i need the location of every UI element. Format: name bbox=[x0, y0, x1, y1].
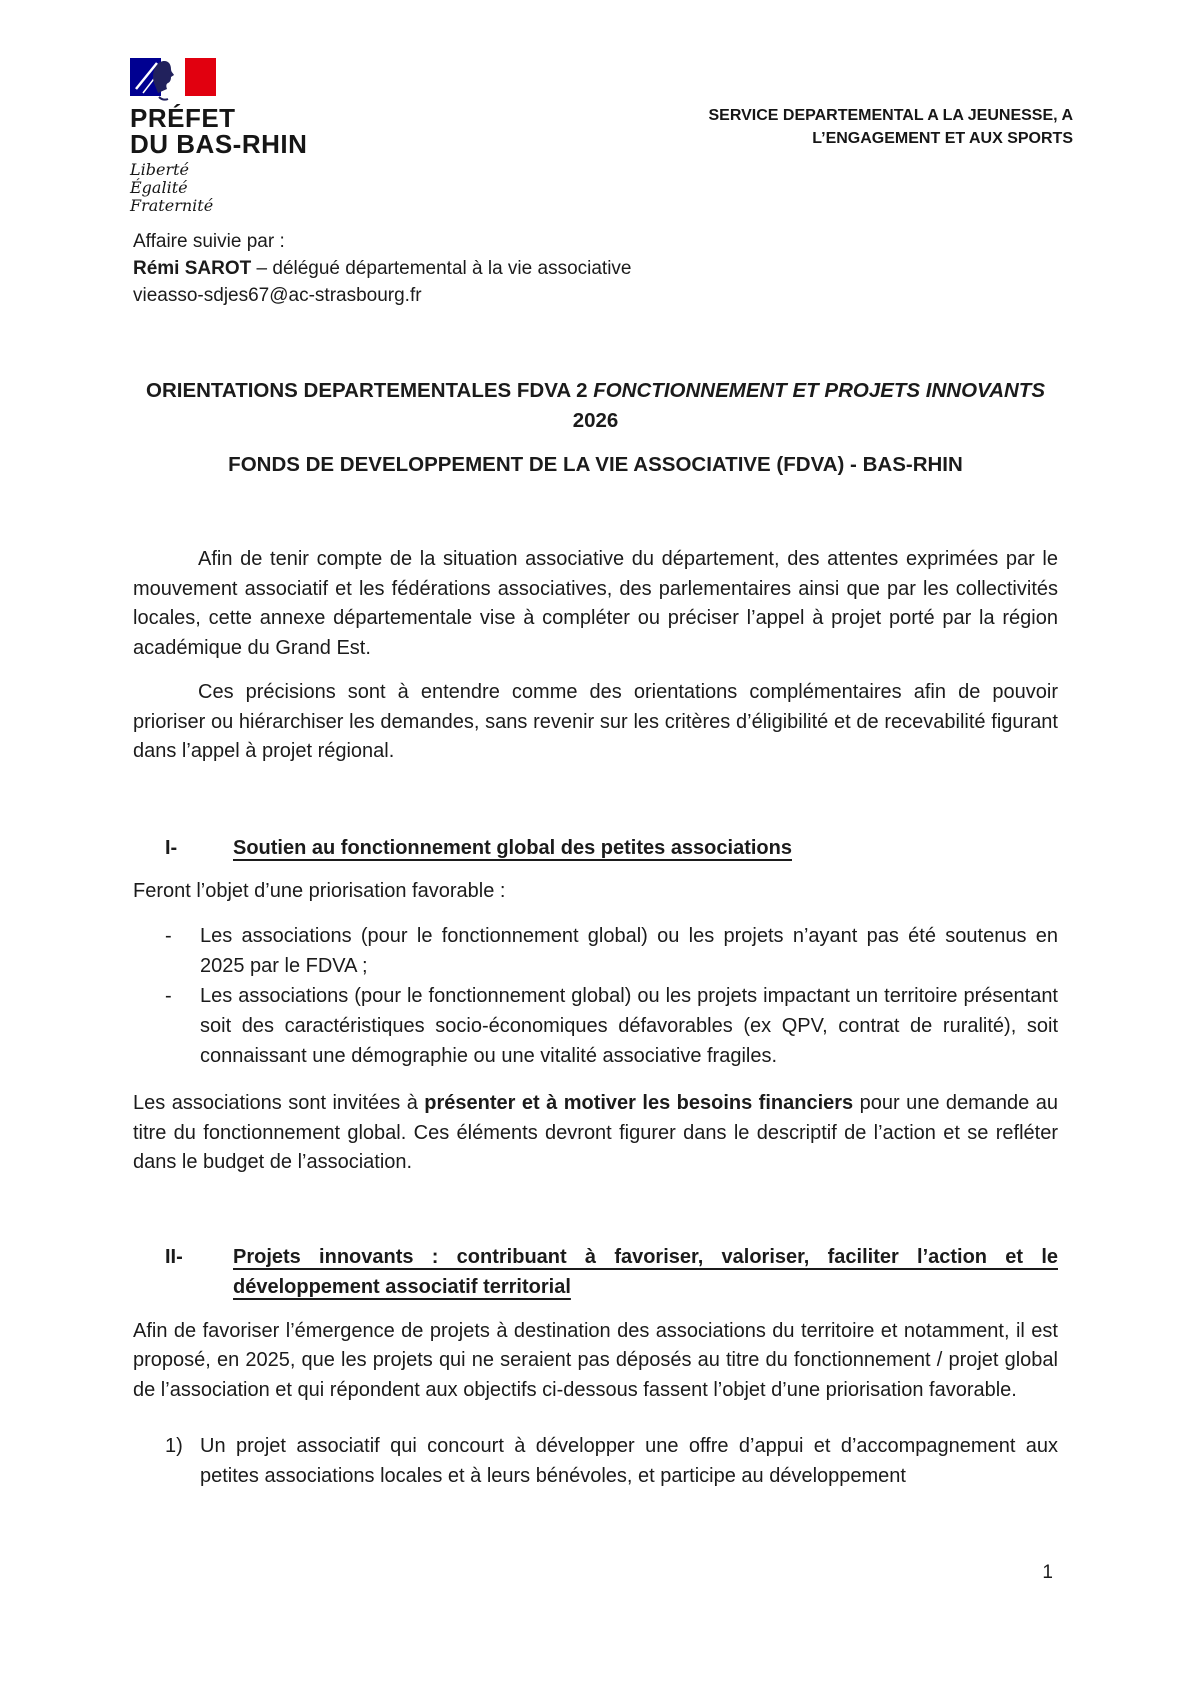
motto-egalite: Égalité bbox=[130, 178, 188, 197]
document-body bbox=[133, 376, 1058, 1491]
section2-paragraph: Afin de favoriser l’émergence de projets à destination des associations du territoire et notamment, il est proposé, en 2025, que les projets qui ne seraient pas déposés au titre du fonctionnement / projet global de l’association et qui répondent aux objectifs ci-dessous fassent l’objet d’une priorisation favorable. bbox=[133, 1319, 1058, 1401]
prefet-name-line1: PRÉFET bbox=[130, 103, 236, 133]
document-title bbox=[133, 376, 1058, 436]
republic-motto bbox=[130, 161, 307, 215]
section1-heading bbox=[133, 833, 1058, 863]
numbered-item-marker: 1) bbox=[165, 1435, 183, 1457]
section1-heading-text: Soutien au fonctionnement global des petites associations bbox=[233, 836, 792, 859]
section1-lead: Feront l’objet d’une priorisation favorable : bbox=[133, 879, 506, 902]
contact-intro: Affaire suivie par : bbox=[133, 231, 285, 252]
title-normal-part: ORIENTATIONS DEPARTEMENTALES FDVA 2 bbox=[146, 379, 594, 402]
section1-closing-paragraph bbox=[133, 1089, 1058, 1178]
contact-person-role: – délégué départemental à la vie associative bbox=[251, 258, 632, 279]
service-name bbox=[709, 104, 1074, 150]
section2-heading bbox=[133, 1242, 1058, 1302]
closing-text-end: pour une demande au titre du fonctionnement global. Ces éléments devront figurer dans le descriptif de l’action et se refléter dans le budget de l’association. bbox=[133, 1092, 1058, 1173]
contact-email: vieasso-sdjes67@ac-strasbourg.fr bbox=[133, 285, 422, 306]
marianne-flag-icon bbox=[130, 58, 216, 102]
closing-text-start: Les associations sont invitées à bbox=[133, 1092, 425, 1114]
motto-liberte: Liberté bbox=[130, 160, 189, 179]
prefet-name bbox=[130, 105, 307, 157]
contact-person-name: Rémi SAROT bbox=[133, 258, 252, 279]
document-title-year: 2026 bbox=[572, 409, 619, 432]
bullet-marker: - bbox=[165, 985, 172, 1007]
document-title-line1 bbox=[133, 376, 1058, 406]
list-item bbox=[133, 981, 1058, 1071]
prefet-name-line2: DU BAS-RHIN bbox=[130, 129, 308, 159]
motto-fraternite: Fraternité bbox=[130, 196, 214, 215]
contact-block bbox=[133, 228, 632, 309]
bullet-marker: - bbox=[165, 925, 172, 947]
contact-person bbox=[133, 255, 632, 282]
service-name-line1: SERVICE DEPARTEMENTAL A LA JEUNESSE, A bbox=[708, 107, 1073, 124]
list-item bbox=[133, 921, 1058, 981]
title-italic-part: FONCTIONNEMENT ET PROJETS INNOVANTS bbox=[593, 379, 1045, 402]
section1-number: I- bbox=[165, 836, 178, 859]
intro-paragraph-1: Afin de tenir compte de la situation associative du département, des attentes exprimées par le mouvement associatif et les fédérations associatives, des parlementaires ainsi que par les collectivités locales, cette annexe départementale vise à compléter ou préciser l’appel à projet porté par la région académique du Grand Est. bbox=[133, 548, 1058, 659]
service-name-line2: L’ENGAGEMENT ET AUX SPORTS bbox=[812, 130, 1073, 147]
bullet-text: Les associations (pour le fonctionnement global) ou les projets impactant un territoire présentant soit des caractéristiques socio-économiques défavorables (ex QPV, contrat de ruralité), soit connaissant une démographie ou une vitalité associative fragiles. bbox=[200, 985, 1058, 1067]
section1-bullet-list bbox=[133, 921, 1058, 1071]
closing-text-bold: présenter et à motiver les besoins financiers bbox=[424, 1092, 854, 1114]
page-number: 1 bbox=[1042, 1562, 1053, 1583]
document-subtitle: FONDS DE DEVELOPPEMENT DE LA VIE ASSOCIATIVE (FDVA) - BAS-RHIN bbox=[228, 453, 963, 476]
section2-heading-text: Projets innovants : contribuant à favoriser, valoriser, faciliter l’action et le développement associatif territorial bbox=[233, 1245, 1058, 1298]
prefet-logo bbox=[130, 58, 307, 215]
section2-number: II- bbox=[165, 1245, 183, 1268]
section2-numbered-list bbox=[133, 1431, 1058, 1491]
numbered-item-text: Un projet associatif qui concourt à développer une offre d’appui et d’accompagnement aux petites associations locales et à leurs bénévoles, et participe au développement bbox=[200, 1435, 1058, 1487]
intro-paragraph-2: Ces précisions sont à entendre comme des orientations complémentaires afin de pouvoir prioriser ou hiérarchiser les demandes, sans revenir sur les critères d’éligibilité et de recevabilité figurant dans l’appel à projet régional. bbox=[133, 681, 1058, 762]
bullet-text: Les associations (pour le fonctionnement global) ou les projets n’ayant pas été soutenus en 2025 par le FDVA ; bbox=[200, 925, 1058, 977]
list-item bbox=[133, 1431, 1058, 1491]
